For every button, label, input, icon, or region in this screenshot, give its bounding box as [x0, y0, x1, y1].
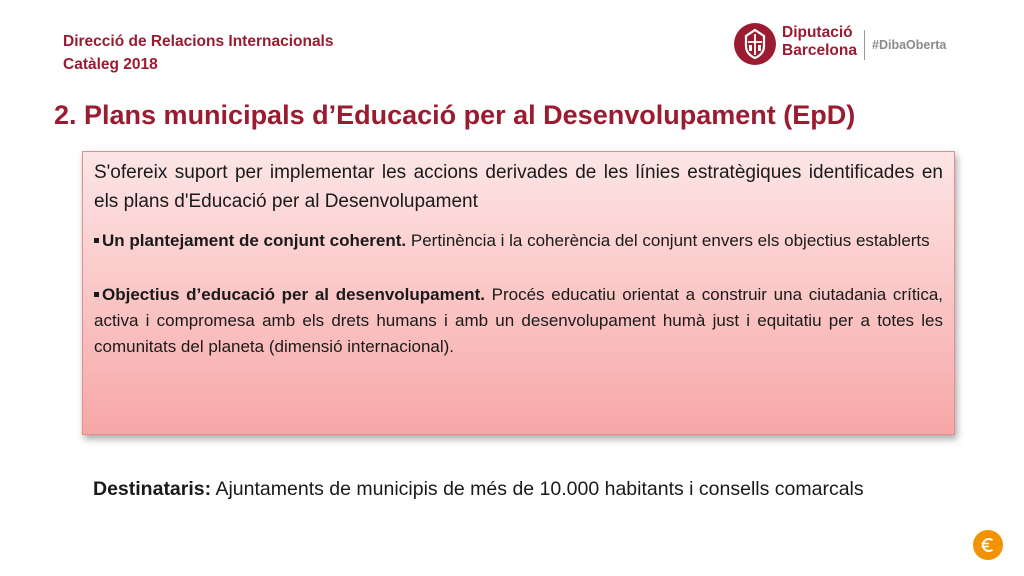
- diputacio-barcelona-logo-icon: [733, 22, 777, 66]
- logo-divider: [864, 30, 865, 60]
- brand-name-line2: Barcelona: [782, 42, 857, 59]
- bullet-text: Pertinència i la coherència del conjunt envers els objectius establerts: [406, 231, 930, 250]
- target-audience: [93, 474, 943, 504]
- square-bullet-icon: [94, 292, 99, 297]
- target-audience-text: Ajuntaments de municipis de més de 10.000 habitants i consells comarcals: [211, 478, 864, 500]
- bullet-heading: Objectius d’educació per al desenvolupament.: [102, 285, 485, 304]
- highlight-box: [82, 151, 955, 435]
- catalog-year: Catàleg 2018: [63, 56, 158, 73]
- euro-icon: [978, 535, 998, 555]
- bullet-item: [94, 282, 943, 360]
- department-name: Direcció de Relacions Internacionals: [63, 33, 334, 50]
- box-lead-text: S'ofereix suport per implementar les accions derivades de les línies estratègiques identificades en els plans d'Educació per al Desenvolupament: [94, 162, 943, 212]
- slide-title: 2. Plans municipals d’Educació per al Desenvolupament (EpD): [54, 100, 856, 130]
- euro-button[interactable]: [973, 530, 1003, 560]
- square-bullet-icon: [94, 238, 99, 243]
- hashtag: #DibaOberta: [872, 38, 947, 52]
- bullet-item: [94, 228, 943, 254]
- brand-name: [782, 24, 857, 60]
- bullet-text: Procés educatiu orientat a construir una ciutadania crítica, activa i compromesa amb els drets humans i amb un desenvolupament humà just i equitatiu per a totes les comunitats del planeta (dimensió internacional).: [94, 285, 943, 356]
- target-audience-label: Destinataris:: [93, 478, 212, 500]
- brand-name-line1: Diputació: [782, 24, 853, 41]
- bullet-heading: Un plantejament de conjunt coherent.: [102, 231, 407, 250]
